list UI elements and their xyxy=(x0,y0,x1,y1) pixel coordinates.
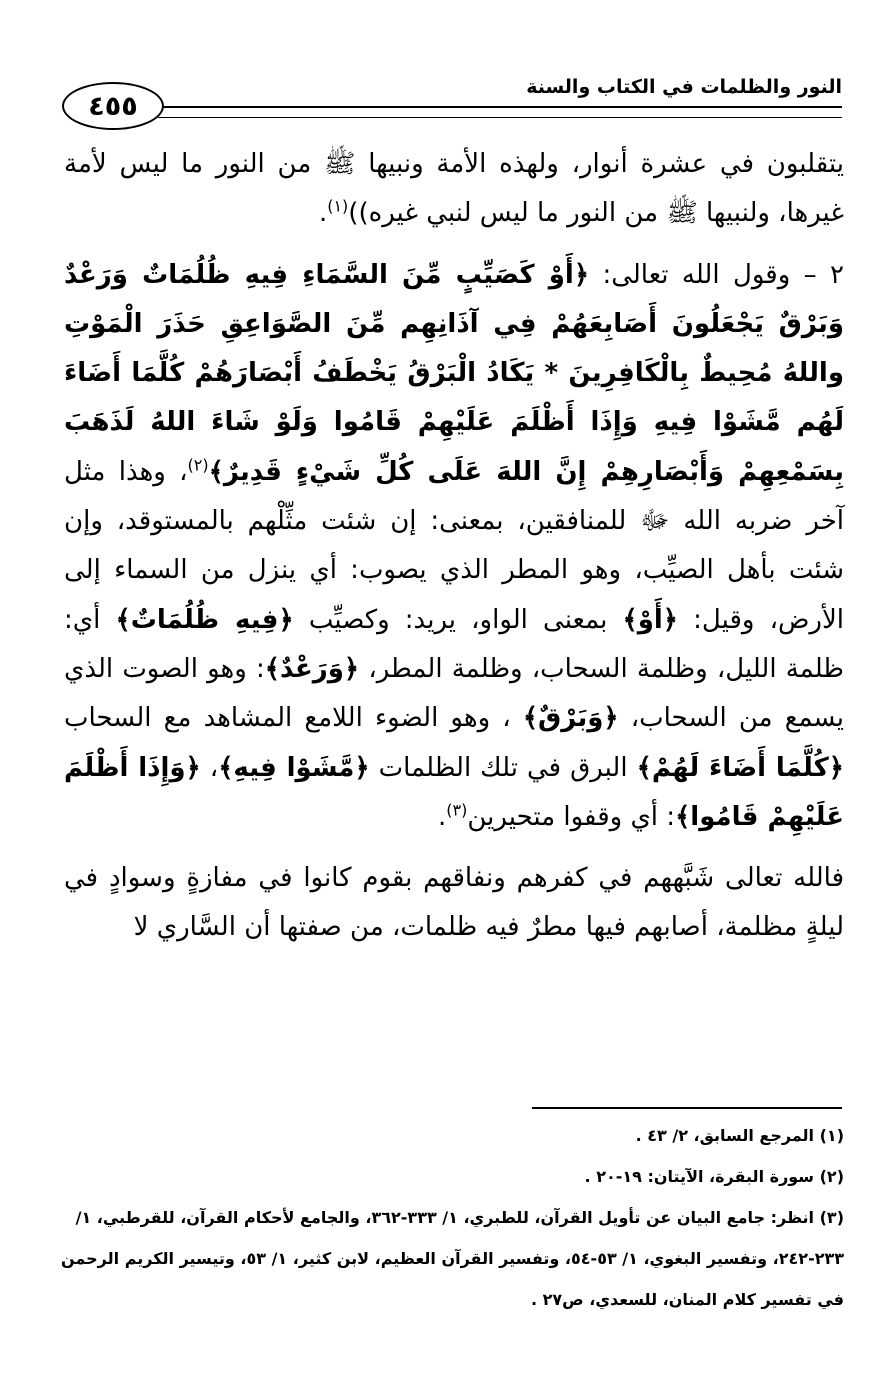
page-number: ٤٥٥ xyxy=(62,82,164,130)
footnote-3: (٣) انظر: جامع البيان عن تأويل القرآن، للطبري، ١/ ٣٣٣-٣٦٢، والجامع لأحكام القرآن، للقرطبي، ١/ ٢٣٣-٢٤٢، وتفسير البغوي، ١/ ٥٣-٥٤، وتفسير القرآن العظيم، لابن كثير، ١/ ٥٣، وتيسير الكريم الرحمن في تفسير كلام المنان، للسعدي، ص٢٧ . xyxy=(61,1208,844,1309)
quran-quote-fihi-zulumat: ﴿فِيهِ ظُلُمَاتٌ﴾ xyxy=(115,604,294,635)
paragraph-2-end: . xyxy=(438,801,447,832)
paragraph-2-text-a: ، وهذا مثل آخر ضربه الله ﷻ للمنافقين، بمعنى: إن شئت مثِّلْهم بالمستوقد، وإن شئت بأهل الصيِّب، وهو المطر الذي يصوب: أي ينزل من السماء إلى الأرض، وقيل: xyxy=(64,456,844,635)
footnote-2: (٢) سورة البقرة، الآيتان: ١٩-٢٠ . xyxy=(584,1167,844,1186)
quran-quote-raad: ﴿وَرَعْدٌ﴾ xyxy=(264,653,360,684)
quran-verse: ﴿أَوْ كَصَيِّبٍ مِّنَ السَّمَاءِ فِيهِ ظُلُمَاتٌ وَرَعْدٌ وَبَرْقٌ يَجْعَلُونَ أَصَابِعَهُمْ فِي آذَانِهِم مِّنَ الصَّوَاعِقِ حَذَرَ الْمَوْتِ واللهُ مُحِيطٌ بِالْكَافِرِينَ * يَكَادُ الْبَرْقُ يَخْطَفُ أَبْصَارَهُمْ كُلَّمَا أَضَاءَ لَهُم مَّشَوْا فِيهِ وَإِذَا أَظْلَمَ عَلَيْهِمْ قَامُوا وَلَوْ شَاءَ اللهُ لَذَهَبَ بِسَمْعِهِمْ وَأَبْصَارِهِمْ إِنَّ اللهَ عَلَى كُلِّ شَيْءٍ قَدِيرٌ﴾ xyxy=(64,259,844,487)
footnote-divider xyxy=(532,1107,842,1109)
footnote-1: (١) المرجع السابق، ٢/ ٤٣ . xyxy=(635,1126,844,1145)
paragraph-2-text-d: : وهو الصوت الذي يسمع من السحاب، xyxy=(64,653,844,734)
footnote-ref-1: (١) xyxy=(327,196,349,216)
paragraph-1-text: يتقلبون في عشرة أنوار، ولهذه الأمة ونبيها ﷺ من النور ما ليس لأمة غيرها، ولنبيها ﷺ من النور ما ليس لنبي غيره)) xyxy=(64,149,844,229)
main-text xyxy=(64,140,844,953)
paragraph-2-text-g: ، xyxy=(200,752,219,783)
footnote-ref-3: (٣) xyxy=(446,800,468,820)
paragraph-1-end: . xyxy=(318,198,328,229)
paragraph-2 xyxy=(64,251,844,843)
quran-quote-wa-idha: ﴿وَإِذَا أَظْلَمَ عَلَيْهِمْ قَامُوا﴾ xyxy=(64,752,844,832)
paragraph-2-text-c: أي: ظلمة الليل، وظلمة السحاب، وظلمة المطر، xyxy=(64,604,844,684)
footnotes xyxy=(52,1115,844,1320)
quran-quote-barq: ﴿وَبَرْقٌ﴾ xyxy=(522,703,619,734)
paragraph-1 xyxy=(64,140,844,239)
paragraph-2-text-e: ، وهو الضوء اللامع المشاهد مع السحاب xyxy=(64,703,523,734)
paragraph-3: فالله تعالى شَبَّههم في كفرهم ونفاقهم بقوم كانوا في مفازةٍ وسوادٍ في ليلةٍ مظلمة، أصابهم فيها مطرٌ فيه ظلمات، من صفتها أن السَّاري لا xyxy=(64,863,844,943)
page-header xyxy=(62,72,842,142)
quran-quote-kullama: ﴿كُلَّمَا أَضَاءَ لَهُمْ﴾ xyxy=(636,752,844,783)
quran-quote-aw: ﴿أَوْ﴾ xyxy=(622,604,679,635)
footnote-ref-2: (٢) xyxy=(187,455,209,475)
header-rule xyxy=(158,106,842,118)
running-title: النور والظلمات في الكتاب والسنة xyxy=(526,76,842,98)
quran-quote-mashaw: ﴿مَّشَوْا فِيهِ﴾ xyxy=(218,752,370,783)
paragraph-2-text-b: بمعنى الواو، يريد: وكصيِّب xyxy=(293,604,623,635)
paragraph-2-text-f: البرق في تلك الظلمات xyxy=(369,752,637,783)
paragraph-2-text-h: : أي وقفوا متحيرين xyxy=(467,801,676,832)
paragraph-2-intro: ٢ – وقول الله تعالى: xyxy=(589,259,844,290)
